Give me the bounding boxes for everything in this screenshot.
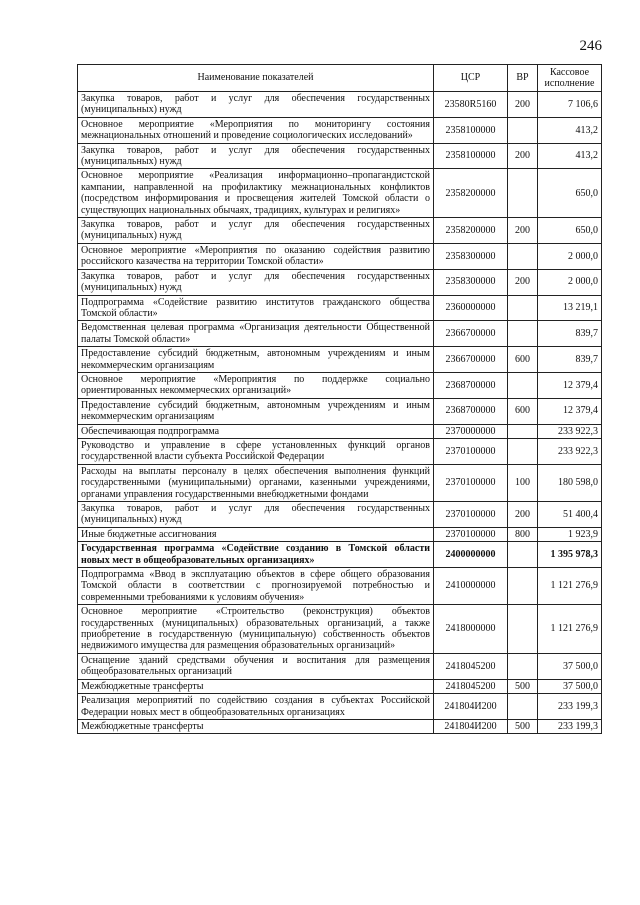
csr-cell: 2368700000	[434, 398, 508, 424]
sum-cell: 37 500,0	[538, 679, 602, 693]
vr-cell	[508, 568, 538, 605]
vr-cell	[508, 653, 538, 679]
table-row	[78, 117, 602, 143]
table-row	[78, 719, 602, 733]
csr-cell: 2410000000	[434, 568, 508, 605]
vr-cell: 500	[508, 679, 538, 693]
vr-cell: 200	[508, 218, 538, 244]
name-cell: Ведомственная целевая программа «Организация деятельности Общественной палаты Томской области»	[78, 321, 434, 347]
sum-cell: 13 219,1	[538, 295, 602, 321]
table-header-row	[78, 65, 602, 92]
sum-cell: 51 400,4	[538, 502, 602, 528]
table-row	[78, 218, 602, 244]
table-row	[78, 605, 602, 654]
vr-cell	[508, 321, 538, 347]
csr-cell: 2366700000	[434, 321, 508, 347]
sum-cell: 413,2	[538, 143, 602, 169]
csr-cell: 2418045200	[434, 679, 508, 693]
sum-cell: 233 922,3	[538, 438, 602, 464]
name-cell: Закупка товаров, работ и услуг для обеспечения государственных (муниципальных) нужд	[78, 502, 434, 528]
sum-cell: 233 922,3	[538, 424, 602, 438]
table-row	[78, 398, 602, 424]
name-cell: Закупка товаров, работ и услуг для обеспечения государственных (муниципальных) нужд	[78, 143, 434, 169]
vr-cell: 800	[508, 527, 538, 541]
name-cell: Подпрограмма «Содействие развитию институтов гражданского общества Томской области»	[78, 295, 434, 321]
vr-cell	[508, 694, 538, 720]
name-cell: Закупка товаров, работ и услуг для обеспечения государственных (муниципальных) нужд	[78, 92, 434, 118]
vr-cell: 200	[508, 502, 538, 528]
table-row	[78, 347, 602, 373]
header-name: Наименование показателей	[78, 65, 434, 92]
name-cell: Предоставление субсидий бюджетным, автономным учреждениям и иным некоммерческим организациям	[78, 398, 434, 424]
vr-cell	[508, 117, 538, 143]
name-cell: Межбюджетные трансферты	[78, 719, 434, 733]
csr-cell: 2370100000	[434, 502, 508, 528]
name-cell: Закупка товаров, работ и услуг для обеспечения государственных (муниципальных) нужд	[78, 269, 434, 295]
sum-cell: 37 500,0	[538, 653, 602, 679]
sum-cell: 839,7	[538, 321, 602, 347]
csr-cell: 23580R5160	[434, 92, 508, 118]
csr-cell: 2370000000	[434, 424, 508, 438]
name-cell: Основное мероприятие «Строительство (реконструкция) объектов государственных (муниципальных) образовательных организаций, а также приобретение в государственную (муниципальную) собственность объектов недвижимого имущества для размещения образовательных организаций»	[78, 605, 434, 654]
vr-cell: 500	[508, 719, 538, 733]
table-row	[78, 321, 602, 347]
sum-cell: 650,0	[538, 218, 602, 244]
csr-cell: 2370100000	[434, 464, 508, 501]
sum-cell: 2 000,0	[538, 269, 602, 295]
csr-cell: 2360000000	[434, 295, 508, 321]
name-cell: Обеспечивающая подпрограмма	[78, 424, 434, 438]
vr-cell: 600	[508, 398, 538, 424]
table-row	[78, 679, 602, 693]
csr-cell: 241804И200	[434, 694, 508, 720]
sum-cell: 2 000,0	[538, 243, 602, 269]
sum-cell: 839,7	[538, 347, 602, 373]
vr-cell: 200	[508, 269, 538, 295]
sum-cell: 1 395 978,3	[538, 542, 602, 568]
csr-cell: 2358200000	[434, 218, 508, 244]
table-row	[78, 424, 602, 438]
name-cell: Межбюджетные трансферты	[78, 679, 434, 693]
vr-cell	[508, 605, 538, 654]
page-number: 246	[579, 38, 602, 54]
name-cell: Реализация мероприятий по содействию создания в субъектах Российской Федерации новых мест в общеобразовательных организациях	[78, 694, 434, 720]
table-row	[78, 527, 602, 541]
table-row	[78, 464, 602, 501]
name-cell: Иные бюджетные ассигнования	[78, 527, 434, 541]
vr-cell	[508, 169, 538, 218]
sum-cell: 1 923,9	[538, 527, 602, 541]
table-row	[78, 143, 602, 169]
csr-cell: 2358100000	[434, 143, 508, 169]
table-row	[78, 542, 602, 568]
name-cell: Основное мероприятие «Реализация информационно–пропагандистской кампании, направленной на профилактику межнациональных конфликтов (посредством информирования и просвещения жителей Томской области о существующих национальных обычаях, традициях, культурах и религиях»	[78, 169, 434, 218]
table-row	[78, 372, 602, 398]
csr-cell: 2418000000	[434, 605, 508, 654]
header-csr: ЦСР	[434, 65, 508, 92]
vr-cell: 600	[508, 347, 538, 373]
name-cell: Подпрограмма «Ввод в эксплуатацию объектов в сфере общего образования Томской области в соответствии с прогнозируемой потребностью и современными требованиями к условиям обучения»	[78, 568, 434, 605]
table-row	[78, 295, 602, 321]
name-cell: Основное мероприятие «Мероприятия по мониторингу состояния межнациональных отношений и проведение социологических исследований»	[78, 117, 434, 143]
vr-cell	[508, 424, 538, 438]
header-vr: ВР	[508, 65, 538, 92]
vr-cell	[508, 372, 538, 398]
table-row	[78, 169, 602, 218]
sum-cell: 1 121 276,9	[538, 568, 602, 605]
table-row	[78, 438, 602, 464]
name-cell: Руководство и управление в сфере установленных функций органов государственной власти субъекта Российской Федерации	[78, 438, 434, 464]
table-row	[78, 653, 602, 679]
csr-cell: 2358200000	[434, 169, 508, 218]
name-cell: Государственная программа «Содействие созданию в Томской области новых мест в общеобразовательных организациях»	[78, 542, 434, 568]
table-body	[78, 92, 602, 734]
name-cell: Расходы на выплаты персоналу в целях обеспечения выполнения функций государственными (муниципальными) органами, казенными учреждениями, органами управления государственными внебюджетными фондами	[78, 464, 434, 501]
name-cell: Основное мероприятие «Мероприятия по оказанию содействия развитию российского казачества на территории Томской области»	[78, 243, 434, 269]
sum-cell: 413,2	[538, 117, 602, 143]
name-cell: Основное мероприятие «Мероприятия по поддержке социально ориентированных некоммерческих организаций»	[78, 372, 434, 398]
sum-cell: 7 106,6	[538, 92, 602, 118]
name-cell: Предоставление субсидий бюджетным, автономным учреждениям и иным некоммерческим организациям	[78, 347, 434, 373]
csr-cell: 2358100000	[434, 117, 508, 143]
table-row	[78, 243, 602, 269]
table-row	[78, 502, 602, 528]
vr-cell	[508, 295, 538, 321]
table-row	[78, 694, 602, 720]
csr-cell: 2358300000	[434, 269, 508, 295]
vr-cell	[508, 243, 538, 269]
vr-cell	[508, 542, 538, 568]
csr-cell: 2366700000	[434, 347, 508, 373]
vr-cell: 200	[508, 92, 538, 118]
sum-cell: 233 199,3	[538, 719, 602, 733]
csr-cell: 2370100000	[434, 438, 508, 464]
csr-cell: 2400000000	[434, 542, 508, 568]
csr-cell: 2370100000	[434, 527, 508, 541]
vr-cell: 200	[508, 143, 538, 169]
sum-cell: 1 121 276,9	[538, 605, 602, 654]
csr-cell: 241804И200	[434, 719, 508, 733]
csr-cell: 2368700000	[434, 372, 508, 398]
csr-cell: 2358300000	[434, 243, 508, 269]
sum-cell: 12 379,4	[538, 372, 602, 398]
name-cell: Оснащение зданий средствами обучения и воспитания для размещения общеобразовательных организаций	[78, 653, 434, 679]
vr-cell: 100	[508, 464, 538, 501]
csr-cell: 2418045200	[434, 653, 508, 679]
table-row	[78, 568, 602, 605]
header-sum: Кассовое исполнение	[538, 65, 602, 92]
sum-cell: 233 199,3	[538, 694, 602, 720]
sum-cell: 180 598,0	[538, 464, 602, 501]
sum-cell: 12 379,4	[538, 398, 602, 424]
table-row	[78, 92, 602, 118]
table-row	[78, 269, 602, 295]
budget-table	[77, 64, 602, 734]
name-cell: Закупка товаров, работ и услуг для обеспечения государственных (муниципальных) нужд	[78, 218, 434, 244]
vr-cell	[508, 438, 538, 464]
sum-cell: 650,0	[538, 169, 602, 218]
